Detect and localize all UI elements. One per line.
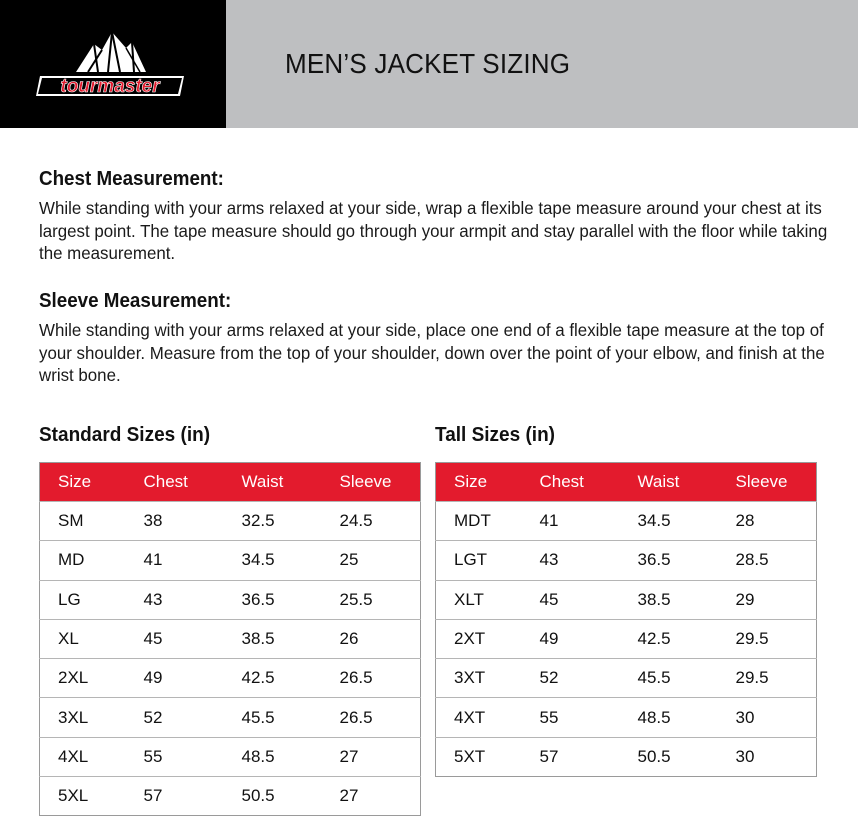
tall-sizes [435,424,817,777]
sleeve-cell: 30 [718,698,817,737]
sleeve-cell: 26.5 [322,659,421,698]
sleeve-cell: 25.5 [322,580,421,619]
chest-cell: 49 [126,659,224,698]
chest-cell: 52 [522,659,620,698]
tall-size-table [435,462,817,777]
table-row [436,502,817,541]
size-cell: XLT [436,580,522,619]
chest-cell: 45 [522,580,620,619]
waist-cell: 50.5 [224,777,322,816]
chest-cell: 55 [522,698,620,737]
col-size: Size [58,472,92,491]
col-waist: Waist [241,472,284,491]
size-cell: 4XL [40,737,126,776]
waist-cell: 45.5 [224,698,322,737]
table-row [40,777,421,816]
standard-sizes [39,424,421,816]
page-title: MEN’S JACKET SIZING [285,48,571,79]
size-cell: LG [40,580,126,619]
table-row [40,502,421,541]
sleeve-cell: 29.5 [718,659,817,698]
chest-heading: Chest Measurement: [39,168,224,190]
table-row [40,737,421,776]
mountain-logo-icon [36,28,188,100]
sleeve-cell: 28.5 [718,541,817,580]
size-cell: LGT [436,541,522,580]
col-chest: Chest [143,472,188,491]
brand-logo [0,0,226,128]
waist-cell: 36.5 [224,580,322,619]
chest-cell: 41 [522,502,620,541]
waist-cell: 34.5 [620,502,718,541]
sleeve-cell: 29 [718,580,817,619]
table-row [40,541,421,580]
table-row [436,737,817,776]
title-banner [226,0,858,128]
size-cell: MD [40,541,126,580]
waist-cell: 38.5 [620,580,718,619]
svg-text:tourmaster: tourmaster [60,76,160,97]
size-cell: XL [40,619,126,658]
waist-cell: 48.5 [620,698,718,737]
sleeve-cell: 27 [322,777,421,816]
waist-cell: 45.5 [620,659,718,698]
size-cell: 5XT [436,737,522,776]
size-cell: 3XT [436,659,522,698]
sleeve-cell: 25 [322,541,421,580]
sleeve-section [39,290,829,387]
size-cell: MDT [436,502,522,541]
size-cell: 2XL [40,659,126,698]
sleeve-cell: 28 [718,502,817,541]
waist-cell: 36.5 [620,541,718,580]
table-row [40,698,421,737]
table-row [436,619,817,658]
col-sleeve: Sleeve [735,472,788,491]
sleeve-cell: 30 [718,737,817,776]
sleeve-instructions: While standing with your arms relaxed at your side, place one end of a flexible tape measure at the top of your shoulder. Measure from the top of your shoulder, down over the point of your elbow, and finish at the wrist bone. [39,320,825,385]
waist-cell: 34.5 [224,541,322,580]
chest-cell: 41 [126,541,224,580]
table-row [436,698,817,737]
size-cell: 4XT [436,698,522,737]
chest-cell: 49 [522,619,620,658]
standard-sizes-title: Standard Sizes (in) [39,424,211,446]
col-waist: Waist [637,472,680,491]
waist-cell: 50.5 [620,737,718,776]
sleeve-cell: 29.5 [718,619,817,658]
table-row [40,659,421,698]
chest-cell: 55 [126,737,224,776]
waist-cell: 42.5 [620,619,718,658]
table-row [436,580,817,619]
tall-sizes-title: Tall Sizes (in) [435,424,556,446]
col-chest: Chest [539,472,584,491]
chest-cell: 52 [126,698,224,737]
sleeve-cell: 27 [322,737,421,776]
table-row [436,541,817,580]
col-size: Size [454,472,488,491]
size-cell: 5XL [40,777,126,816]
sleeve-heading: Sleeve Measurement: [39,290,232,312]
size-cell: SM [40,502,126,541]
table-row [40,580,421,619]
chest-cell: 43 [126,580,224,619]
page-header [0,0,858,128]
sleeve-cell: 26.5 [322,698,421,737]
standard-size-table [39,462,421,816]
table-header-row [436,463,817,502]
chest-cell: 45 [126,619,224,658]
chest-instructions: While standing with your arms relaxed at your side, wrap a flexible tape measure around your chest at its largest point. The tape measure should go through your armpit and stay parallel with the floor while taking the measurement. [39,198,828,263]
chest-cell: 57 [522,737,620,776]
sleeve-cell: 24.5 [322,502,421,541]
sleeve-cell: 26 [322,619,421,658]
chest-cell: 57 [126,777,224,816]
waist-cell: 42.5 [224,659,322,698]
size-cell: 2XT [436,619,522,658]
waist-cell: 32.5 [224,502,322,541]
col-sleeve: Sleeve [339,472,392,491]
chest-section [39,168,829,265]
waist-cell: 38.5 [224,619,322,658]
table-header-row [40,463,421,502]
chest-cell: 43 [522,541,620,580]
table-row [40,619,421,658]
waist-cell: 48.5 [224,737,322,776]
size-cell: 3XL [40,698,126,737]
chest-cell: 38 [126,502,224,541]
table-row [436,659,817,698]
